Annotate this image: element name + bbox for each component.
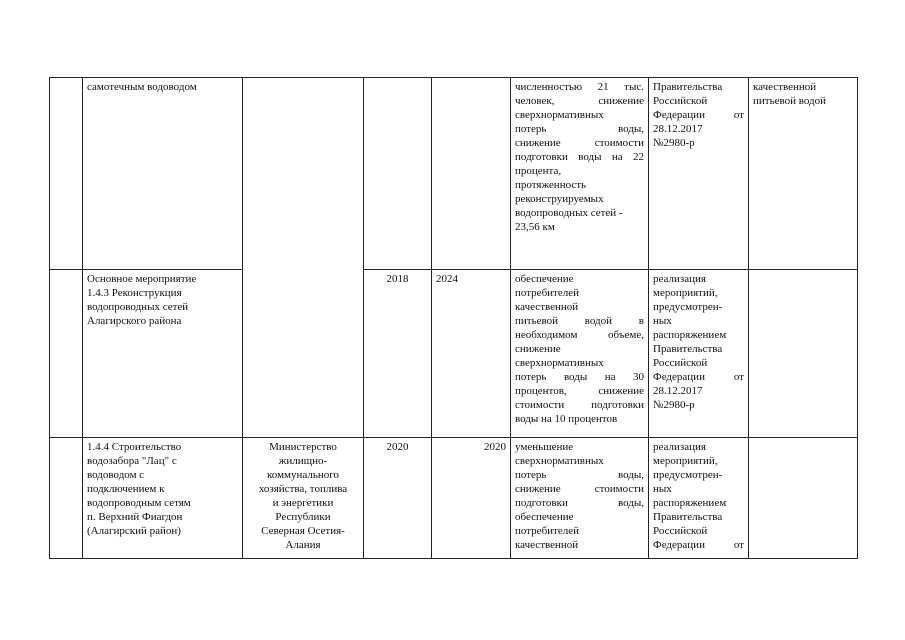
end-year-cell: 2024	[432, 270, 511, 438]
table-row	[50, 78, 858, 270]
executor-line: и энергетики	[272, 497, 334, 509]
basis-cell	[649, 438, 749, 559]
result-line: качественной	[515, 301, 579, 313]
basis-line: мероприятий,	[653, 455, 718, 467]
result-line: человек, снижение	[515, 95, 644, 107]
table-row	[50, 438, 858, 559]
basis-line: 28.12.2017	[653, 123, 703, 135]
result-line: питьевой водой в	[515, 315, 644, 327]
activity-name-line: водозабора "Лац" с	[87, 455, 177, 467]
activity-name-line: самотечным водоводом	[87, 81, 197, 93]
result-line: сверхнормативных	[515, 455, 604, 467]
basis-line: Российской	[653, 357, 708, 369]
result-line: обеспечение	[515, 273, 574, 285]
result-line: процентов, снижение	[515, 385, 644, 397]
activity-name-cell	[83, 438, 243, 559]
activity-name-line: 1.4.4 Строительство	[87, 441, 182, 453]
end-year-cell	[432, 78, 511, 270]
number-cell	[50, 78, 83, 270]
indicator-line: качественной	[753, 81, 817, 93]
result-line: численностью 21 тыс.	[515, 81, 644, 93]
indicator-cell	[749, 438, 858, 559]
result-line: водопроводных сетей -	[515, 207, 623, 219]
result-line: сверхнормативных	[515, 109, 604, 121]
result-line: подготовки воды на 22	[515, 151, 644, 163]
executor-cell	[243, 78, 364, 438]
basis-cell	[649, 78, 749, 270]
activity-name-line: Алагирского района	[87, 315, 182, 327]
basis-line: ных	[653, 483, 672, 495]
result-line: стоимости подготовки	[515, 399, 644, 411]
start-year-cell	[364, 78, 432, 270]
activity-name-line: Основное мероприятие	[87, 273, 197, 285]
basis-line: 28.12.2017	[653, 385, 703, 397]
result-line: потерь воды на 30	[515, 371, 644, 383]
executor-line: Республики	[275, 511, 331, 523]
basis-line: ных	[653, 315, 672, 327]
executor-line: хозяйства, топлива	[258, 483, 348, 495]
result-line: подготовки воды,	[515, 497, 644, 509]
indicator-line: питьевой водой	[753, 95, 827, 107]
result-line: реконструируемых	[515, 193, 604, 205]
result-line: снижение стоимости	[515, 483, 644, 495]
activity-name-line: водопроводным сетям	[87, 497, 191, 509]
activity-name-cell	[83, 270, 243, 438]
number-cell	[50, 270, 83, 438]
result-line: 23,56 км	[515, 221, 555, 233]
basis-cell	[649, 270, 749, 438]
basis-line: реализация	[653, 273, 706, 285]
basis-line: распоряжением	[653, 497, 727, 509]
basis-line: Правительства	[653, 81, 723, 93]
executor-line: коммунального	[267, 469, 339, 481]
basis-line: реализация	[653, 441, 706, 453]
basis-line: Федерации от	[653, 371, 744, 383]
expected-result-cell	[511, 270, 649, 438]
activity-name-line: подключением к	[87, 483, 165, 495]
result-line: сверхнормативных	[515, 357, 604, 369]
executor-line: Алания	[285, 539, 321, 551]
number-cell	[50, 438, 83, 559]
activity-name-line: водоводом с	[87, 469, 145, 481]
table-row	[50, 270, 858, 438]
basis-line: №2980-р	[653, 399, 695, 411]
basis-line: предусмотрен-	[653, 301, 723, 313]
activity-name-line: (Алагирский район)	[87, 525, 181, 537]
executor-cell	[243, 438, 364, 559]
basis-line: Правительства	[653, 511, 723, 523]
result-line: уменьшение	[515, 441, 574, 453]
basis-line: Правительства	[653, 343, 723, 355]
activity-name-cell	[83, 78, 243, 270]
basis-line: распоряжением	[653, 329, 727, 341]
executor-line: жилищно-	[278, 455, 328, 467]
executor-line: Северная Осетия-	[261, 525, 345, 537]
result-line: снижение	[515, 343, 561, 355]
executor-line: Министерство	[269, 441, 337, 453]
start-year-cell: 2018	[364, 270, 432, 438]
result-line: процента,	[515, 165, 562, 177]
basis-line: Российской	[653, 95, 708, 107]
result-line: обеспечение	[515, 511, 574, 523]
activity-name-line: водопроводных сетей	[87, 301, 189, 313]
result-line: снижение стоимости	[515, 137, 644, 149]
result-line: протяженность	[515, 179, 587, 191]
start-year-cell: 2020	[364, 438, 432, 559]
result-line: потребителей	[515, 525, 579, 537]
basis-line: мероприятий,	[653, 287, 718, 299]
result-line: потерь воды,	[515, 123, 644, 135]
program-table	[49, 77, 858, 559]
indicator-cell	[749, 78, 858, 270]
expected-result-cell	[511, 438, 649, 559]
activity-name-line: п. Верхний Фиагдон	[87, 511, 183, 523]
activity-name-line: 1.4.3 Реконструкция	[87, 287, 182, 299]
end-year-cell: 2020	[432, 438, 511, 559]
basis-line: Федерации от	[653, 539, 744, 551]
result-line: воды на 10 процентов	[515, 413, 618, 425]
result-line: качественной	[515, 539, 579, 551]
basis-line: предусмотрен-	[653, 469, 723, 481]
basis-line: Российской	[653, 525, 708, 537]
result-line: потерь воды,	[515, 469, 644, 481]
expected-result-cell	[511, 78, 649, 270]
indicator-cell	[749, 270, 858, 438]
basis-line: №2980-р	[653, 137, 695, 149]
basis-line: Федерации от	[653, 109, 744, 121]
result-line: необходимом объеме,	[515, 329, 644, 341]
result-line: потребителей	[515, 287, 579, 299]
